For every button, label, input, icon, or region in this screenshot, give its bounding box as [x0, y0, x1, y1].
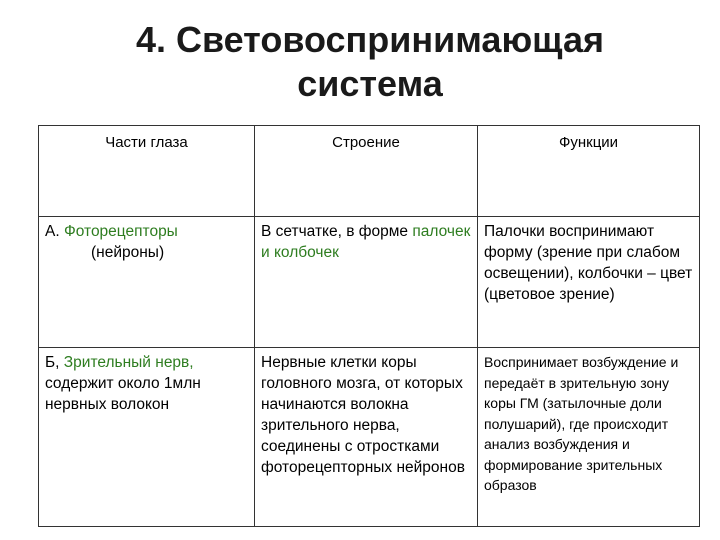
cell-function: Воспринимает возбуждение и передаёт в зрительную зону коры ГМ (затылочные доли полушарий), где происходит анализ возбуждения и формирование зрительных образов [478, 348, 700, 527]
structure-text: В сетчатке, в форме [261, 223, 413, 240]
part-name: Фоторецепторы [63, 223, 178, 240]
cell-structure [255, 217, 478, 348]
part-prefix: А. [45, 223, 64, 240]
cell-function: Палочки воспринимают форму (зрение при слабом освещении), колбочки – цвет (цветовое зрение) [478, 217, 700, 348]
part-note: (нейроны) [91, 244, 165, 261]
header-parts: Части глаза [39, 126, 255, 217]
title-line-2: система [297, 63, 443, 104]
table-row [39, 348, 700, 527]
cell-part [39, 348, 255, 527]
eye-system-table [38, 125, 700, 527]
part-note: содержит около 1млн нервных волокон [45, 375, 201, 413]
table-header-row [39, 126, 700, 217]
cell-structure: Нервные клетки коры головного мозга, от которых начинаются волокна зрительного нерва, соединены с отростками фоторецепторных нейронов [255, 348, 478, 527]
page-title [0, 18, 720, 106]
table-row [39, 217, 700, 348]
header-functions: Функции [478, 126, 700, 217]
header-structure: Строение [255, 126, 478, 217]
title-line-1: 4. Световоспринимающая [135, 19, 605, 60]
cell-part [39, 217, 255, 348]
part-prefix: Б, [45, 354, 64, 371]
part-name: Зрительный нерв, [63, 354, 194, 371]
structure-highlight: палочек и колбочек [261, 223, 471, 261]
